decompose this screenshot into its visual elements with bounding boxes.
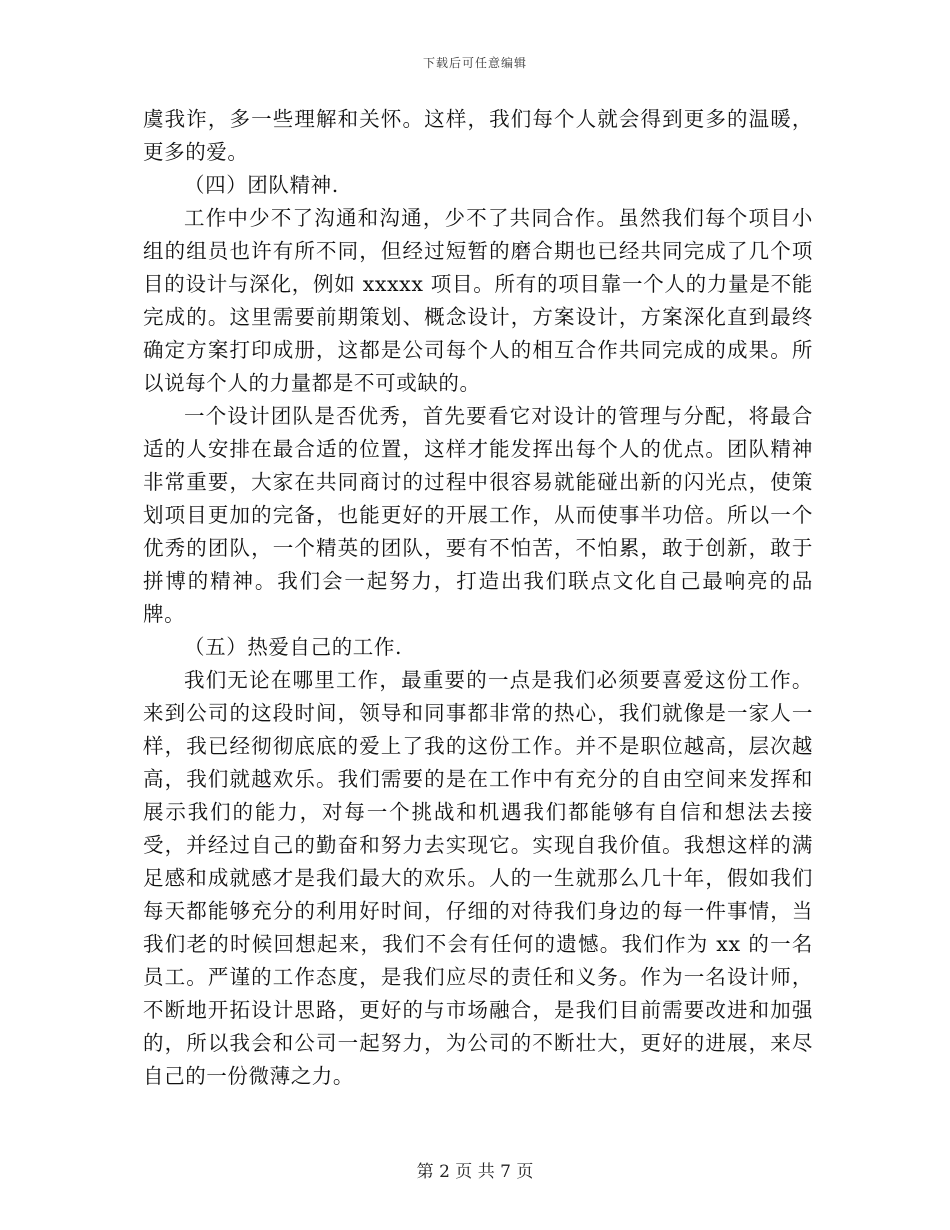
page-header: 下载后可任意编辑 <box>422 56 527 70</box>
paragraph-love-work: 我们无论在哪里工作，最重要的一点是我们必须要喜爱这份工作。来到公司的这段时间，领导和同事都非常的热心，我们就像是一家人一样，我已经彻彻底底的爱上了我的这份工作。并不是职位越高，层次越高，我们就越欢乐。我们需要的是在工作中有充分的自由空间来发挥和展示我们的能力，对每一个挑战和机遇我们都能够有自信和想法去接受，并经过自己的勤奋和努力去实现它。实现自我价值。我想这样的满足感和成就感才是我们最大的欢乐。人的一生就那么几十年，假如我们每天都能够充分的利用好时间，仔细的对待我们身边的每一件事情，当我们老的时候回想起来，我们不会有任何的遗憾。我们作为 xx 的一名员工。严谨的工作态度，是我们应尽的责任和义务。作为一名设计师，不断地开拓设计思路，更好的与市场融合，是我们目前需要改进和加强的，所以我会和公司一起努力，为公司的不断壮大，更好的进展，来尽自己的一份微薄之力。 <box>143 668 813 1088</box>
section-heading-team-spirit: （四）团队精神. <box>184 173 339 197</box>
paragraph-design-team: 一个设计团队是否优秀，首先要看它对设计的管理与分配，将最合适的人安排在最合适的位置，这样才能发挥出每个人的优点。团队精神非常重要，大家在共同商讨的过程中很容易就能碰出新的闪光点，使策划项目更加的完备，也能更好的开展工作，从而使事半功倍。所以一个优秀的团队，一个精英的团队，要有不怕苦，不怕累，敢于创新，敢于拼博的精神。我们会一起努力，打造出我们联点文化自己最响亮的品牌。 <box>143 404 813 626</box>
section-heading-love-work: （五）热爱自己的工作. <box>184 635 403 659</box>
page-number-footer: 第 2 页 共 7 页 <box>416 1162 534 1182</box>
document-body <box>143 103 813 1093</box>
paragraph-continued: 虞我诈，多一些理解和关怀。这样，我们每个人就会得到更多的温暖，更多的爱。 <box>143 107 813 164</box>
paragraph-teamwork: 工作中少不了沟通和沟通，少不了共同合作。虽然我们每个项目小组的组员也许有所不同，但经过短暂的磨合期也已经共同完成了几个项目的设计与深化，例如 xxxxx 项目。所有的项目靠一个人的力量是不能完成的。这里需要前期策划、概念设计，方案设计，方案深化直到最终确定方案打印成册，这都是公司每个人的相互合作共同完成的成果。所以说每个人的力量都是不可或缺的。 <box>143 206 813 395</box>
